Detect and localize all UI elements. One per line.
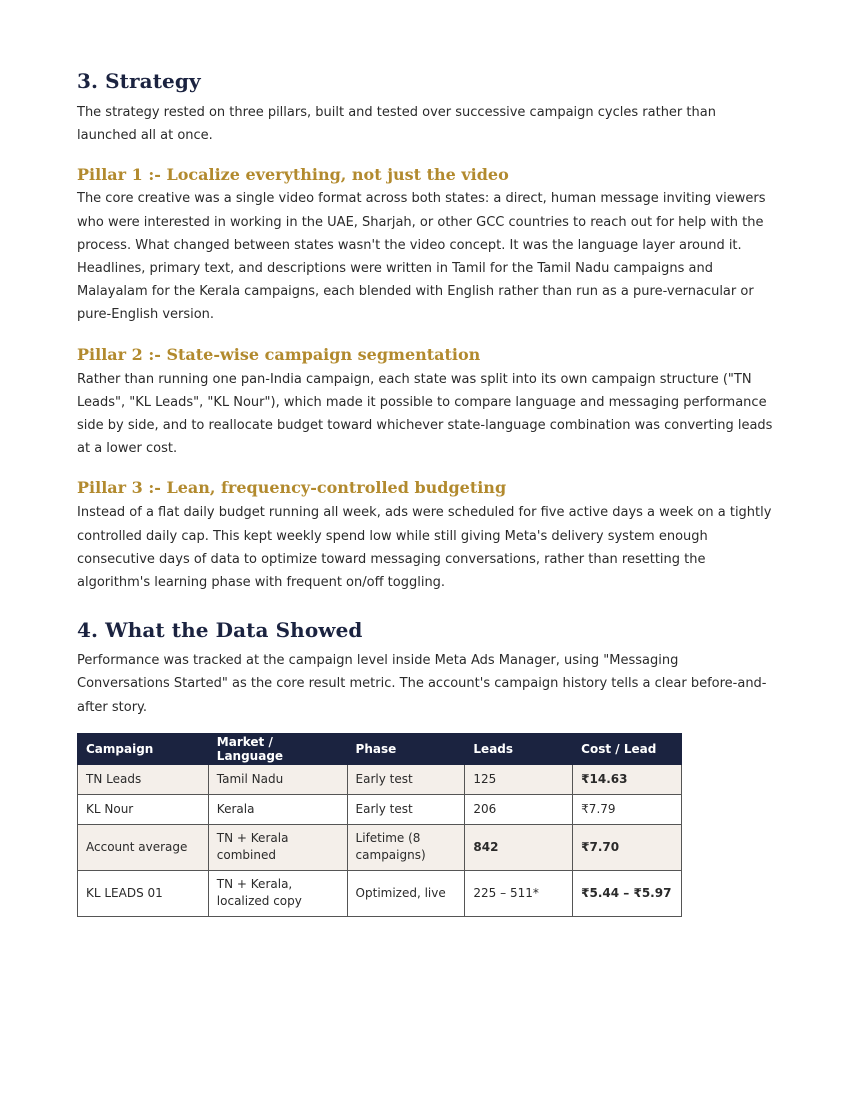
section-title-strategy: 3. Strategy — [77, 69, 201, 93]
cell-leads: 225 – 511* — [465, 870, 573, 916]
header-leads: Leads — [465, 733, 573, 764]
cell-market: TN + Kerala, localized copy — [208, 870, 347, 916]
pillar-2-paragraph: Rather than running one pan-India campaign, each state was split into its own campaign structure ("TN Leads", "KL Leads", "KL Nour"), which made it possible to compare language and messaging performance side by side, and to reallocate budget toward whichever state-language combination was converting leads at a lower cost. — [77, 371, 773, 457]
cell-phase: Optimized, live — [347, 870, 465, 916]
data-intro-paragraph: Performance was tracked at the campaign level inside Meta Ads Manager, using "Messaging Conversations Started" as the core result metric. The account's campaign history tells a clear before-and-after story. — [77, 653, 767, 715]
pillar-3-heading: Pillar 3 :- Lean, frequency-controlled budgeting — [77, 478, 507, 498]
cell-phase: Early test — [347, 794, 465, 824]
cell-leads: 842 — [465, 824, 573, 870]
pillar-2-heading: Pillar 2 :- State-wise campaign segmentation — [77, 344, 481, 364]
cell-leads: 125 — [465, 764, 573, 794]
cell-phase: Early test — [347, 764, 465, 794]
header-market-language: Market / Language — [208, 733, 347, 764]
campaign-table — [77, 733, 682, 917]
cell-campaign: KL LEADS 01 — [78, 870, 209, 916]
table-row — [78, 824, 682, 870]
cell-market: Tamil Nadu — [208, 764, 347, 794]
cell-cost-per-lead: ₹7.70 — [573, 824, 682, 870]
table-row — [78, 870, 682, 916]
table-header-row — [78, 733, 682, 764]
cell-cost-per-lead: ₹14.63 — [573, 764, 682, 794]
header-campaign: Campaign — [78, 733, 209, 764]
cell-cost-per-lead: ₹7.79 — [573, 794, 682, 824]
cell-leads: 206 — [465, 794, 573, 824]
strategy-intro-paragraph: The strategy rested on three pillars, built and tested over successive campaign cycles rather than launched all at once. — [77, 105, 716, 144]
cell-campaign: KL Nour — [78, 794, 209, 824]
cell-campaign: Account average — [78, 824, 209, 870]
pillar-1-heading: Pillar 1 :- Localize everything, not just the video — [77, 165, 509, 185]
cell-market: Kerala — [208, 794, 347, 824]
pillar-1-paragraph: The core creative was a single video format across both states: a direct, human message inviting viewers who were interested in working in the UAE, Sharjah, or other GCC countries to reach out for help with the process. What changed between states wasn't the video concept. It was the language layer around it. Headlines, primary text, and descriptions were written in Tamil for the Tamil Nadu campaigns and Malayalam for the Kerala campaigns, each blended with English rather than run as a pure-vernacular or pure-English version. — [77, 191, 766, 323]
cell-cost-per-lead: ₹5.44 – ₹5.97 — [573, 870, 682, 916]
cell-market: TN + Kerala combined — [208, 824, 347, 870]
table-row — [78, 794, 682, 824]
table-row — [78, 764, 682, 794]
header-cost-per-lead: Cost / Lead — [573, 733, 682, 764]
section-title-data: 4. What the Data Showed — [77, 618, 363, 643]
header-phase: Phase — [347, 733, 465, 764]
pillar-3-paragraph: Instead of a flat daily budget running all week, ads were scheduled for five active days a week on a tightly controlled daily cap. This kept weekly spend low while still giving Meta's delivery system enough consecutive days of data to optimize toward messaging conversations, rather than resetting the algorithm's learning phase with frequent on/off toggling. — [77, 505, 772, 591]
cell-phase: Lifetime (8 campaigns) — [347, 824, 465, 870]
cell-campaign: TN Leads — [78, 764, 209, 794]
